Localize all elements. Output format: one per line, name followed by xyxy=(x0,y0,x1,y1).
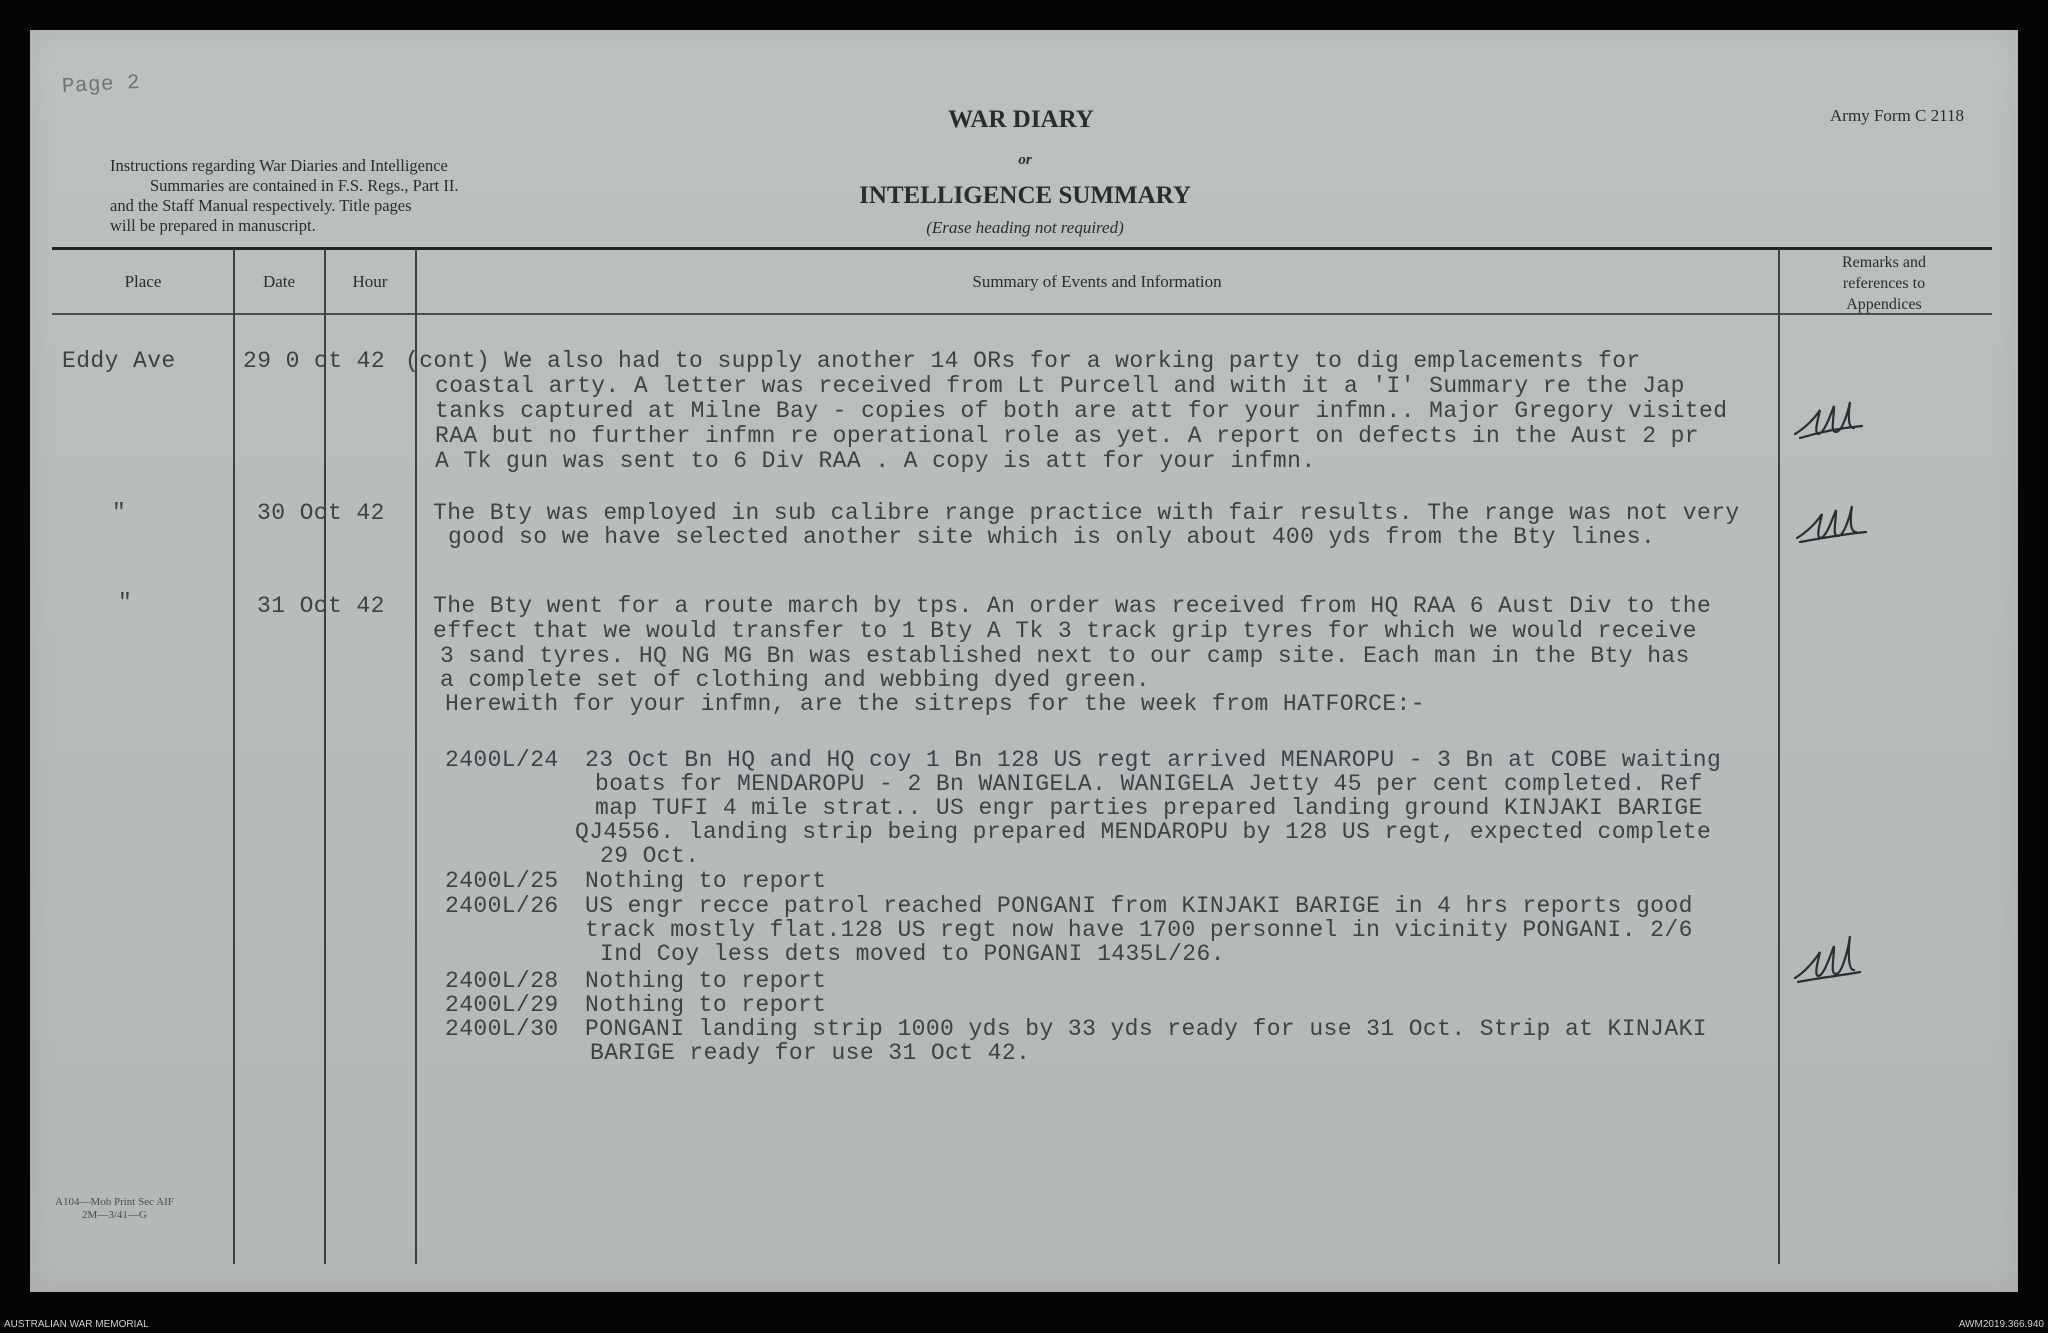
column-header-date: Date xyxy=(262,272,296,291)
page-title: WAR DIARY xyxy=(948,106,1094,133)
instructions-line: Instructions regarding War Diaries and Intelligence xyxy=(110,156,448,175)
sitrep-line: PONGANI landing strip 1000 yds by 33 yds ready for use 31 Oct. Strip at KINJAKI xyxy=(585,1016,1707,1042)
entry-line: a complete set of clothing and webbing dyed green. xyxy=(440,667,1151,693)
sitrep-code: 2400L/29 xyxy=(445,992,559,1018)
entry-line: (cont) We also had to supply another 14 ORs for a working party to dig emplacements for xyxy=(405,348,1641,374)
war-diary-page xyxy=(30,30,2018,1292)
sitrep-line: map TUFI 4 mile strat.. US engr parties prepared landing ground KINJAKI BARIGE xyxy=(595,795,1703,821)
column-divider xyxy=(1778,249,1780,1264)
print-imprint xyxy=(55,1196,174,1222)
sitrep-line: BARIGE ready for use 31 Oct 42. xyxy=(590,1040,1031,1066)
sitrep-line: track mostly flat.128 US regt now have 1700 personnel in vicinity PONGANI. 2/6 xyxy=(585,917,1693,943)
column-header-remarks xyxy=(1778,252,1990,315)
remarks-header-line: Remarks and xyxy=(1842,254,1926,271)
instructions-block xyxy=(110,156,610,236)
title-or: or xyxy=(1018,152,1032,168)
entry-line: coastal arty. A letter was received from Lt Purcell and with it a 'I' Summary re the Jap xyxy=(435,373,1685,399)
sitrep-code: 2400L/25 xyxy=(445,868,559,894)
sitrep-code: 2400L/30 xyxy=(445,1016,559,1042)
sitrep-line: QJ4556. landing strip being prepared MENDAROPU by 128 US regt, expected complete xyxy=(575,819,1712,845)
entry-line: good so we have selected another site which is only about 400 yds from the Bty lines. xyxy=(448,524,1656,550)
page-subtitle: INTELLIGENCE SUMMARY xyxy=(859,182,1191,209)
imprint-line: 2M—3/41—G xyxy=(82,1209,147,1221)
entry-line: RAA but no further infmn re operational role as yet. A report on defects in the Aust 2 pr xyxy=(435,423,1699,449)
sitrep-code: 2400L/28 xyxy=(445,968,559,994)
entry-line: Herewith for your infmn, are the sitreps for the week from HATFORCE:- xyxy=(445,691,1425,717)
instructions-line: Summaries are contained in F.S. Regs., Part II. xyxy=(150,176,459,195)
column-divider xyxy=(324,249,326,1264)
column-header-summary: Summary of Events and Information xyxy=(972,272,1222,291)
sitrep-line: Ind Coy less dets moved to PONGANI 1435L/26. xyxy=(600,941,1225,967)
header-top-rule xyxy=(52,247,1992,250)
header-bottom-rule xyxy=(52,313,1992,315)
entry-place: " xyxy=(118,590,133,616)
entry-date: 30 Oct 42 xyxy=(257,500,385,526)
initials-signature-icon xyxy=(1790,398,1870,448)
entry-place: " xyxy=(112,500,127,526)
sitrep-code: 2400L/26 xyxy=(445,893,559,919)
entry-line: tanks captured at Milne Bay - copies of both are att for your infmn.. Major Gregory visited xyxy=(435,398,1728,424)
column-divider xyxy=(415,249,417,1264)
sitrep-line: boats for MENDAROPU - 2 Bn WANIGELA. WANIGELA Jetty 45 per cent completed. Ref xyxy=(595,771,1703,797)
imprint-line: A104—Mob Print Sec AIF xyxy=(55,1196,174,1208)
sitrep-line: US engr recce patrol reached PONGANI from KINJAKI BARIGE in 4 hrs reports good xyxy=(585,893,1693,919)
sitrep-line: Nothing to report xyxy=(585,968,827,994)
entry-date: 29 0 ct 42 xyxy=(243,348,386,374)
entry-place: Eddy Ave xyxy=(62,348,176,374)
column-header-hour: Hour xyxy=(352,272,388,291)
sitrep-line: Nothing to report xyxy=(585,992,827,1018)
sitrep-code: 2400L/24 xyxy=(445,747,559,773)
entry-date: 31 Oct 42 xyxy=(257,593,385,619)
sitrep-line: 29 Oct. xyxy=(600,843,700,869)
page-label: Page 2 xyxy=(61,71,141,100)
instructions-line: and the Staff Manual respectively. Title pages xyxy=(110,196,412,215)
sitrep-line: Nothing to report xyxy=(585,868,827,894)
entry-line: 3 sand tyres. HQ NG MG Bn was established next to our camp site. Each man in the Bty has xyxy=(440,643,1690,669)
entry-line: The Bty went for a route march by tps. An order was received from HQ RAA 6 Aust Div to the xyxy=(433,593,1712,619)
remarks-header-line: Appendices xyxy=(1846,296,1922,313)
army-form-number: Army Form C 2118 xyxy=(1830,106,1964,125)
column-header-place: Place xyxy=(124,272,162,291)
instructions-line: will be prepared in manuscript. xyxy=(110,216,316,235)
credit-left: AUSTRALIAN WAR MEMORIAL xyxy=(4,1319,149,1330)
entry-line: The Bty was employed in sub calibre range practice with fair results. The range was not very xyxy=(433,500,1740,526)
initials-signature-icon xyxy=(1792,500,1872,550)
credit-right: AWM2019.366.940 xyxy=(1958,1319,2044,1330)
initials-signature-icon xyxy=(1790,932,1870,992)
erase-note: (Erase heading not required) xyxy=(926,218,1124,237)
entry-line: A Tk gun was sent to 6 Div RAA . A copy is att for your infmn. xyxy=(435,448,1316,474)
column-divider xyxy=(233,249,235,1264)
remarks-header-line: references to xyxy=(1842,275,1926,292)
sitrep-line: 23 Oct Bn HQ and HQ coy 1 Bn 128 US regt arrived MENAROPU - 3 Bn at COBE waiting xyxy=(585,747,1722,773)
entry-line: effect that we would transfer to 1 Bty A Tk 3 track grip tyres for which we would receive xyxy=(433,618,1697,644)
